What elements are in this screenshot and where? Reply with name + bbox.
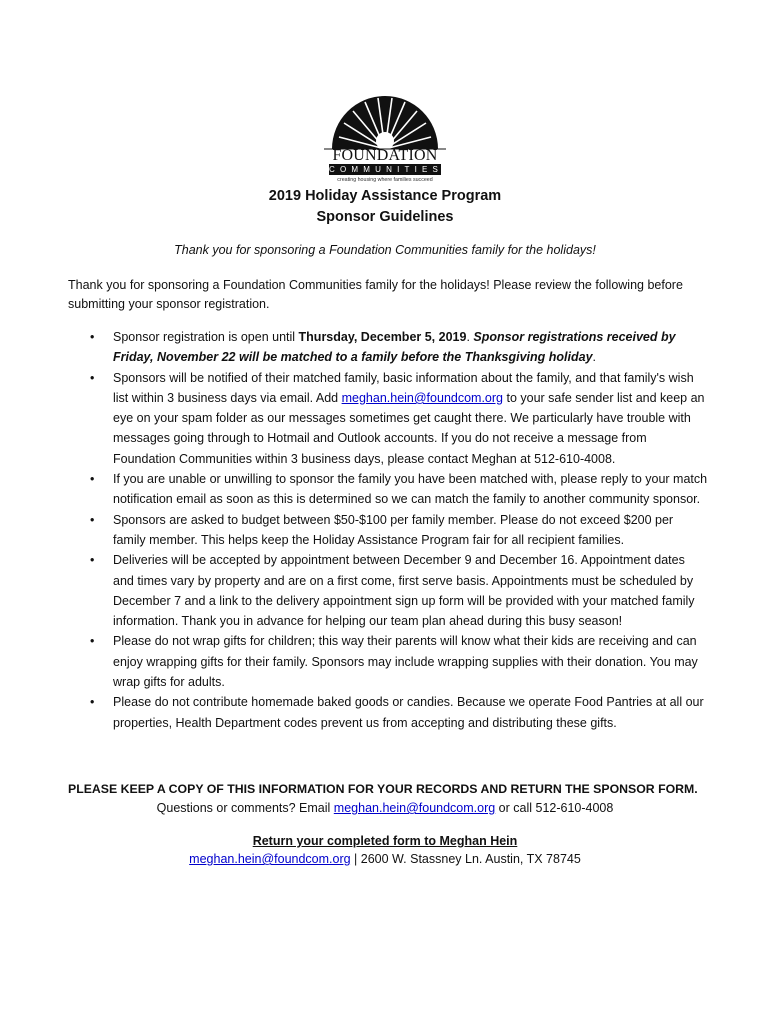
document-subtitle: Sponsor Guidelines [316,209,454,225]
keep-copy-notice: PLEASE KEEP A COPY OF THIS INFORMATION FOR YOUR RECORDS AND RETURN THE SPONSOR FORM. [68,782,698,796]
list-item: • Please do not contribute homemade baked goods or candies. Because we operate Food Pantries at all our properties, Health Department codes prevent us from accepting and distributing these gifts. [68,692,708,733]
return-contact: meghan.hein@foundcom.org | 2600 W. Stassney Ln. Austin, TX 78745 [189,852,581,866]
logo-tagline: creating housing where families succeed [337,177,433,183]
intro-paragraph: Thank you for sponsoring a Foundation Communities family for the holidays! Please review the following before submitting your sponsor registration. [68,278,683,311]
list-item: • Deliveries will be accepted by appointment between December 9 and December 16. Appointment dates and times vary by property and are on a first come, first serve basis. Appointments must be scheduled by December 7 and a link to the delivery appointment sign up form will be provided with your matched family information. Thank you in advance for helping our team plan ahead during this busy season! [68,550,708,631]
list-item: • Sponsors will be notified of their matched family, basic information about the family, and that family's wish list within 3 business days via email. Add meghan.hein@foundcom.org to your safe sender list and keep an eye on your spam folder as our messages sometimes get caught there. We particularly have trouble with messages going through to Hotmail and Outlook accounts. If you do not receive a message from Foundation Communities within 3 business days, please contact Meghan at 512-610-4008. [68,368,708,469]
return-heading: Return your completed form to Meghan Hein [252,834,518,848]
email-link[interactable]: meghan.hein@foundcom.org [189,852,351,866]
email-link[interactable]: meghan.hein@foundcom.org [341,390,503,405]
intro-italic: Thank you for sponsoring a Foundation Communities family for the holidays! [174,243,596,257]
foundation-communities-logo [324,93,446,188]
list-item: • Sponsor registration is open until Thursday, December 5, 2019. Sponsor registrations received by Friday, November 22 will be matched to a family before the Thanksgiving holiday. [68,327,708,368]
list-item: • Sponsors are asked to budget between $50-$100 per family member. Please do not exceed $200 per family member. This helps keep the Holiday Assistance Program fair for all recipient families. [68,510,708,551]
logo-band: COMMUNITIES [329,165,444,174]
list-item: • Please do not wrap gifts for children; this way their parents will know what their kids are receiving and can enjoy wrapping gifts for their family. Sponsors may include wrapping supplies with their donation. You may wrap gifts for adults. [68,631,708,692]
sunburst-icon [324,93,446,153]
document-title: 2019 Holiday Assistance Program [268,188,502,204]
questions-line: Questions or comments? Email meghan.hein@foundcom.org or call 512-610-4008 [156,801,614,815]
list-item: • If you are unable or unwilling to sponsor the family you have been matched with, please reply to your match notification email as soon as this is determined so we can match the family to another community sponsor. [68,469,708,510]
logo-wordmark: FOUNDATION [332,147,438,164]
guidelines-list [68,327,708,733]
email-link[interactable]: meghan.hein@foundcom.org [333,801,496,815]
